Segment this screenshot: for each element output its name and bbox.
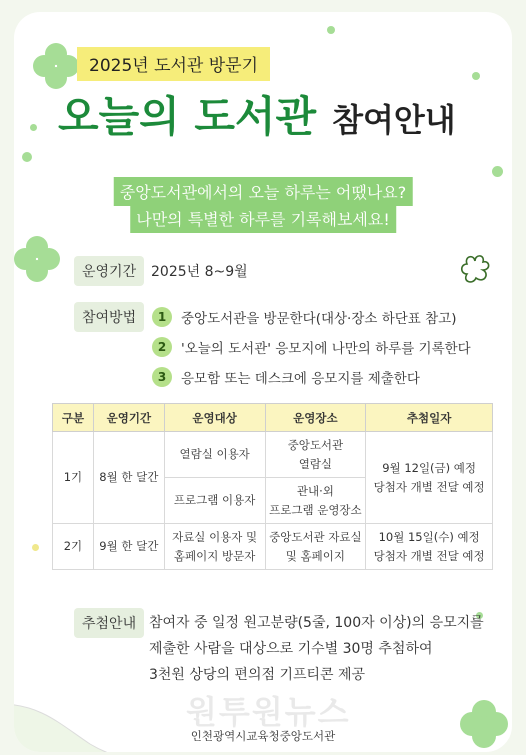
target-cell [164, 524, 265, 570]
method-step [152, 367, 420, 387]
decor-dot [22, 152, 32, 162]
table-header-row [53, 404, 493, 432]
page-title [58, 84, 456, 144]
target-cell: 프로그램 이용자 [164, 478, 265, 524]
notice-line: 참여자 중 일정 원고분량(5줄, 100자 이상)의 응모지를 [149, 615, 484, 631]
term-cell: 1기 [53, 432, 94, 524]
decor-dot [32, 544, 39, 551]
table-header-cell: 운영기간 [93, 404, 164, 432]
period-value: 2025년 8~9월 [151, 264, 248, 280]
table-header-cell: 운영대상 [164, 404, 265, 432]
header-tag: 2025년 도서관 방문기 [77, 47, 270, 81]
intro-line-2: 나만의 특별한 하루를 기록해보세요! [130, 204, 396, 233]
step-number: 3 [152, 367, 172, 387]
method-label: 참여방법 [74, 302, 144, 332]
draw-line: 10월 15일(수) 예정 [378, 530, 480, 545]
place-line: 관내·외 [296, 484, 334, 499]
decor-dot [327, 26, 335, 34]
clover-top-left-icon [32, 42, 80, 90]
step-number: 2 [152, 337, 172, 357]
place-cell [265, 478, 366, 524]
clover-left-icon [14, 234, 62, 284]
title-sub: 참여안내 [332, 101, 456, 139]
place-line: 프로그램 운영장소 [269, 502, 362, 517]
place-line: 및 홈페이지 [285, 548, 345, 563]
draw-line: 당첨자 개별 전달 예정 [373, 548, 485, 563]
clover-outline-icon [458, 252, 492, 286]
place-line: 중앙도서관 [287, 438, 344, 453]
term-cell: 2기 [53, 524, 94, 570]
decor-dot [30, 124, 37, 131]
table-header-cell: 추첨일자 [366, 404, 493, 432]
step-text: 중앙도서관을 방문한다(대상·장소 하단표 참고) [181, 311, 457, 327]
place-cell [265, 524, 366, 570]
notice-line: 제출한 사람을 대상으로 기수별 30명 추첨하여 [149, 641, 433, 657]
intro-line-1: 중앙도서관에서의 오늘 하루는 어땠나요? [114, 177, 413, 206]
step-text: '오늘의 도서관' 응모지에 나만의 하루를 기록한다 [181, 341, 471, 357]
footer-organization: 인천광역시교육청중앙도서관 [190, 729, 336, 743]
notice-line: 3천원 상당의 편의점 기프티콘 제공 [149, 667, 366, 683]
target-line: 자료실 이용자 및 [172, 530, 258, 545]
schedule-table [52, 403, 493, 570]
draw-line: 당첨자 개별 전달 예정 [373, 479, 485, 494]
step-number: 1 [152, 307, 172, 327]
draw-cell [366, 524, 493, 570]
draw-cell [366, 432, 493, 524]
notice-label: 추첨안내 [74, 608, 144, 638]
watermark: 원투원뉴스 [186, 693, 351, 731]
step-text: 응모함 또는 데스크에 응모지를 제출한다 [181, 371, 420, 387]
table-header-cell: 구분 [53, 404, 94, 432]
method-step [152, 307, 456, 327]
method-step [152, 337, 471, 357]
table-header-cell: 운영장소 [265, 404, 366, 432]
draw-line: 9월 12일(금) 예정 [382, 461, 477, 476]
place-line: 중앙도서관 자료실 [269, 530, 362, 545]
notice-text [149, 610, 484, 688]
table-row [53, 432, 493, 478]
period-cell: 8월 한 달간 [93, 432, 164, 524]
period-cell: 9월 한 달간 [93, 524, 164, 570]
target-line: 홈페이지 방문자 [173, 548, 256, 563]
decor-dot [472, 72, 480, 80]
target-cell: 열람실 이용자 [164, 432, 265, 478]
place-cell [265, 432, 366, 478]
table-row [53, 524, 493, 570]
period-label: 운영기간 [74, 256, 144, 286]
decor-dot [492, 166, 503, 177]
place-line: 열람실 [298, 456, 333, 471]
title-main: 오늘의 도서관 [58, 92, 317, 141]
